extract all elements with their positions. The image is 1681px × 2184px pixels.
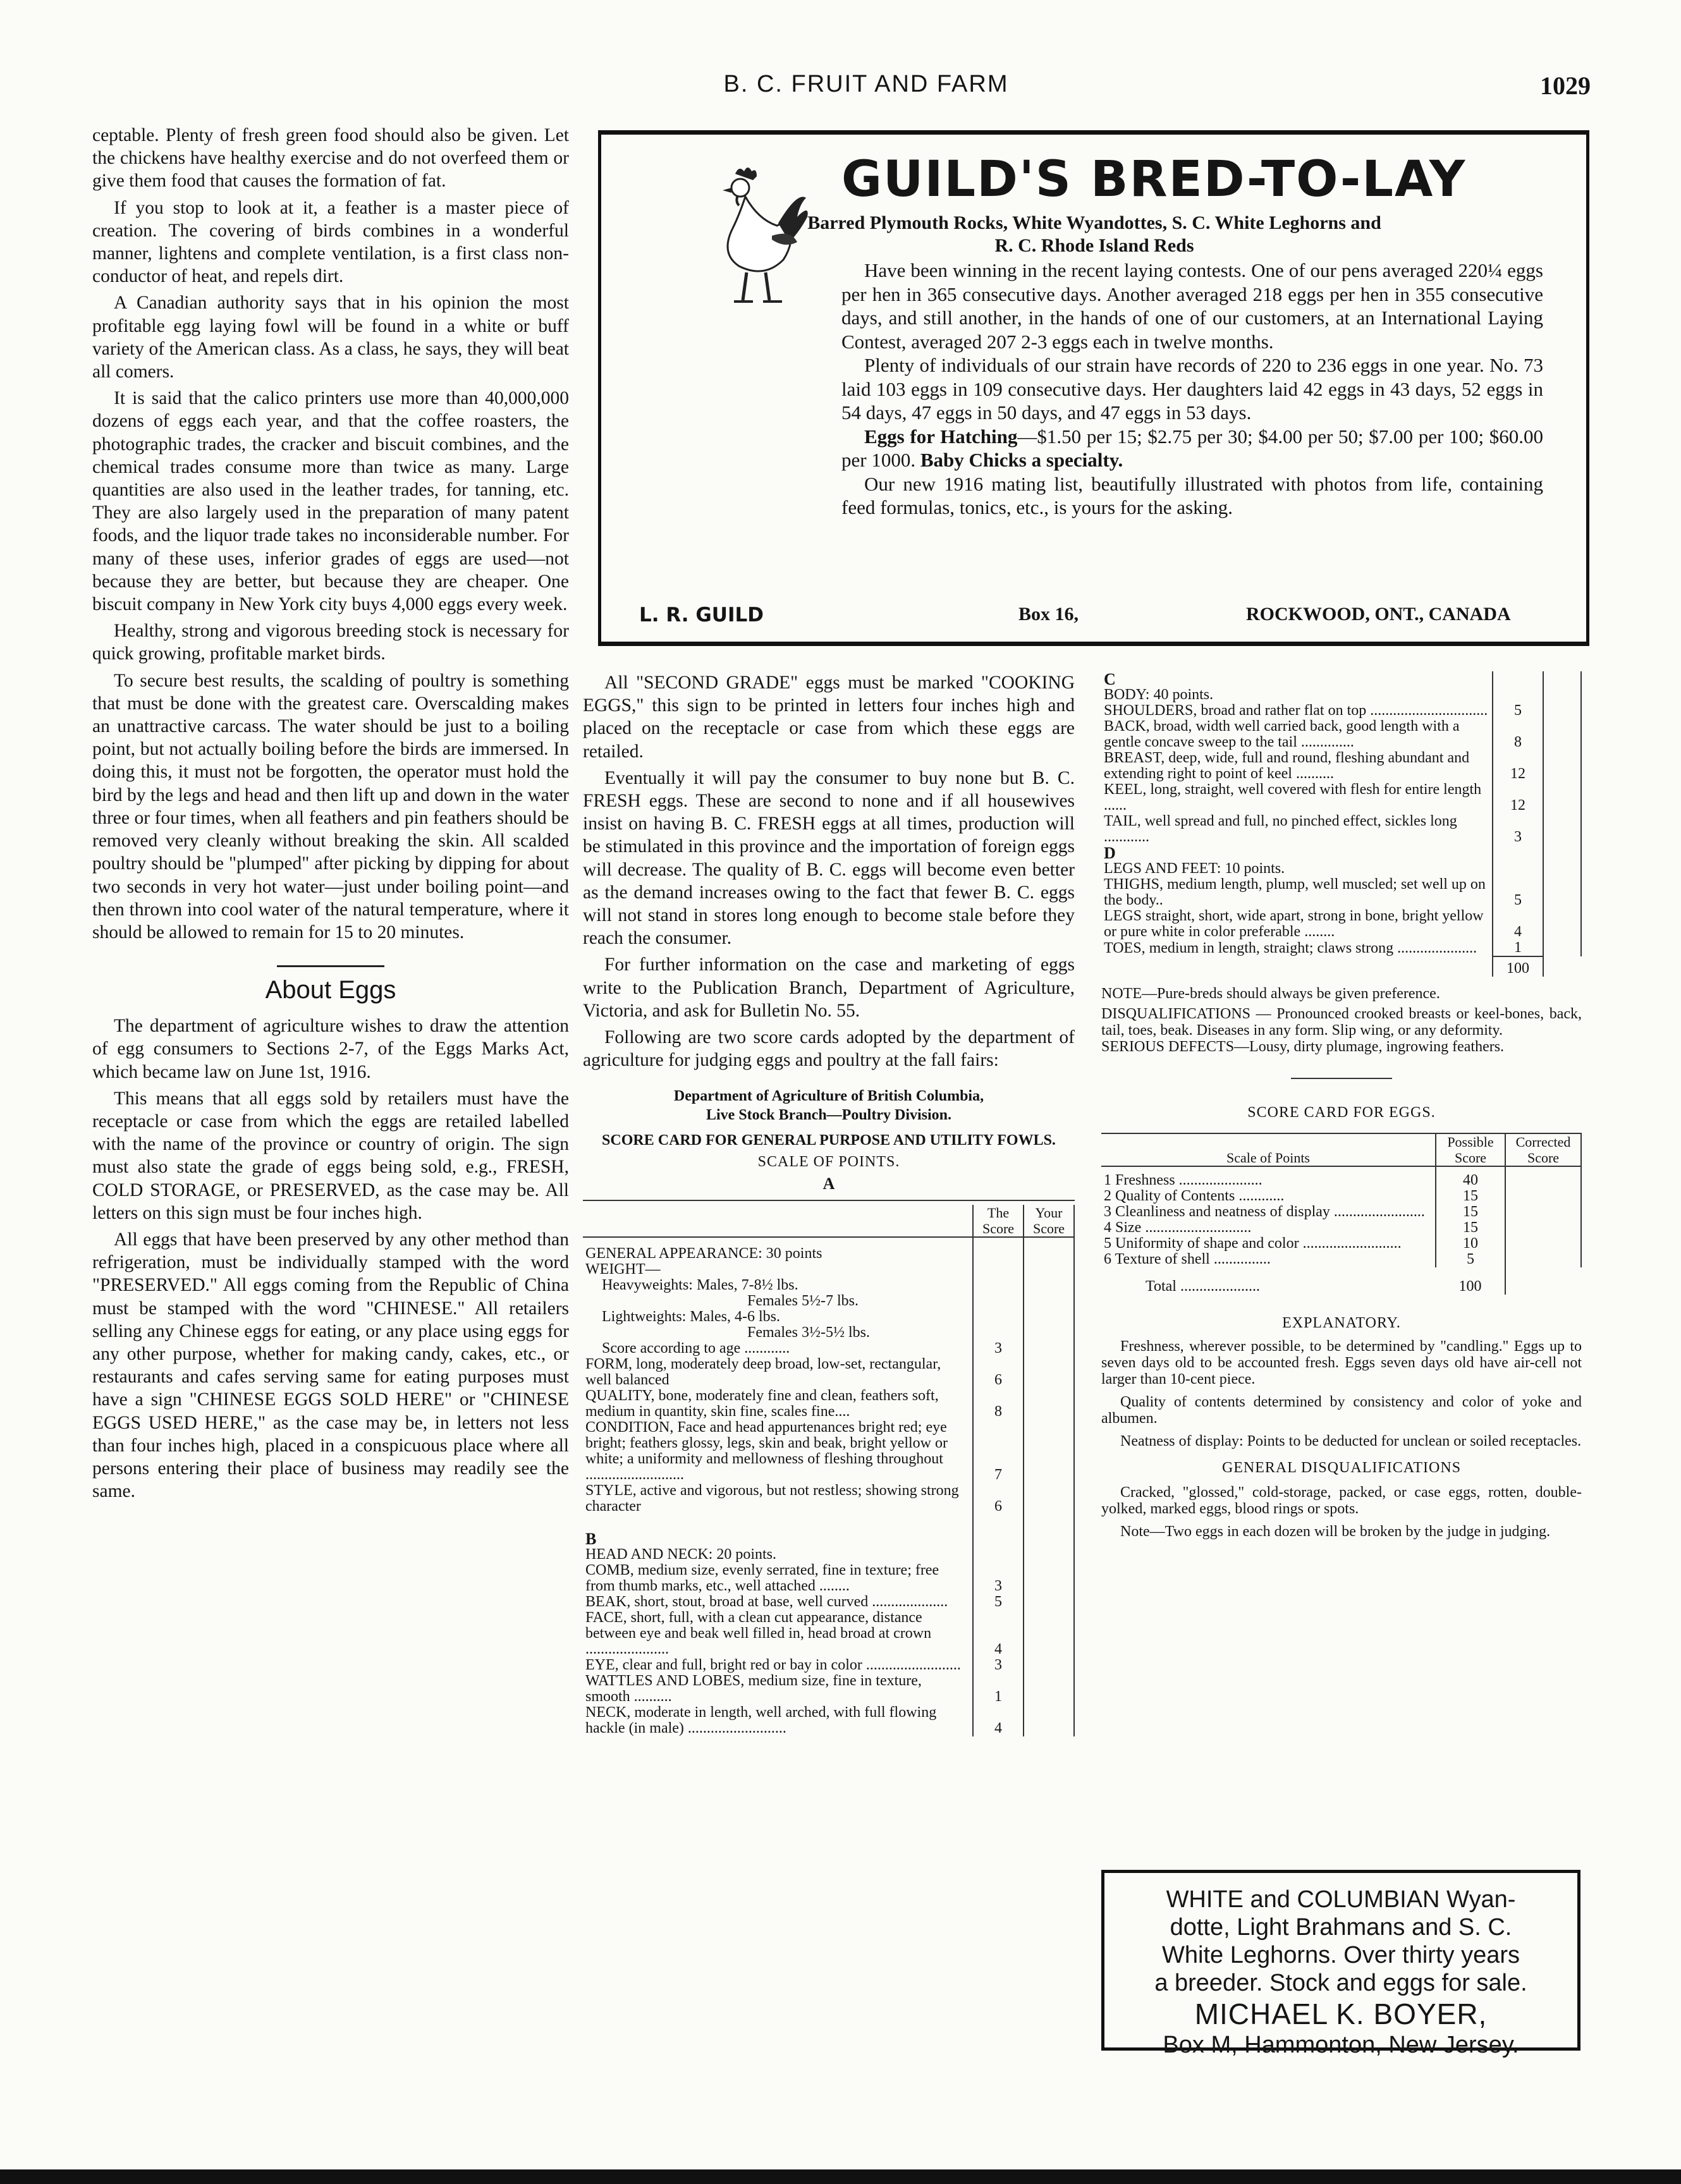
row-text: LEGS AND FEET: 10 points. — [1104, 860, 1285, 877]
row-points: 5 — [1493, 703, 1543, 719]
note-purebreds: NOTE—Pure-breds should always be given preference. — [1101, 985, 1440, 1002]
table-row — [583, 1705, 1074, 1736]
guild-place: ROCKWOOD, ONT., CANADA — [1246, 604, 1511, 625]
table-header-row — [583, 1205, 1074, 1237]
row-text: STYLE, active and vigorous, but not restless; showing strong character — [585, 1482, 959, 1515]
row-text: 2 Quality of Contents ............ — [1104, 1188, 1285, 1204]
section-letter-b: B — [585, 1530, 597, 1549]
row-points: 8 — [973, 1388, 1024, 1420]
row-text: Females 3½-5½ lbs. — [747, 1324, 870, 1341]
row-points: 4 — [973, 1610, 1024, 1657]
row-text: GENERAL APPEARANCE: 30 points — [585, 1245, 822, 1262]
section-letter-c: C — [1104, 670, 1116, 688]
score-card-table-a — [583, 1205, 1075, 1736]
total-points: 100 — [1493, 956, 1543, 977]
row-text: 1 Freshness ...................... — [1104, 1172, 1262, 1188]
table-row — [583, 1673, 1074, 1705]
paragraph — [841, 425, 1543, 472]
row-points: 6 — [973, 1357, 1024, 1388]
row-text: FORM, long, moderately deep broad, low-set, rectangular, well balanced — [585, 1356, 941, 1389]
paragraph: All "SECOND GRADE" eggs must be marked "COOKING EGGS," this sign to be printed in letters four inches high and placed on the receptacle or case from which these eggs are retailed. — [583, 673, 1075, 762]
section-letter-a: A — [822, 1174, 835, 1193]
row-text: FACE, short, full, with a clean cut appearance, distance between eye and beak well filled in, head broad at crown ...................... — [585, 1609, 932, 1658]
disqualifications: DISQUALIFICATIONS — Pronounced crooked breasts or keel-bones, back, tail, toes, beak. Diseases in any form. Slip wing, or any deformity. — [1101, 1006, 1582, 1039]
section-letter-d: D — [1104, 844, 1116, 862]
explanatory-heading: EXPLANATORY. — [1282, 1315, 1401, 1331]
score-card-table-cd — [1101, 671, 1582, 977]
row-text: KEEL, long, straight, well covered with flesh for entire length ...... — [1104, 781, 1482, 814]
row-points — [1493, 861, 1543, 877]
scale-of-points-title: SCALE OF POINTS. — [757, 1154, 900, 1171]
table-row — [1101, 1188, 1581, 1204]
boyer-line: White Leghorns. Over thirty years — [1162, 1942, 1520, 1968]
table-row — [583, 1246, 1074, 1262]
table-row — [583, 1594, 1074, 1610]
row-text: WEIGHT— — [585, 1261, 661, 1278]
paragraph: This means that all eggs sold by retailers must have the receptacle or case from which the eggs are retailed labelled with the name of the province or country of origin. The sign must also state the grade of eggs being sold, e.g., FRESH, COLD STORAGE, or PRESERVED, as the case may be. All letters on this sign must be four inches high. — [92, 1088, 569, 1223]
row-points — [973, 1278, 1024, 1293]
paragraph: For further information on the case and marketing of eggs write to the Publication Branch, Department of Agriculture, Victoria, and ask for Bulletin No. 55. — [583, 955, 1075, 1021]
paragraph: Plenty of individuals of our strain have records of 220 to 236 eggs in one year. No. 73 laid 103 eggs in 109 consecutive days. Her daughters laid 42 eggs in 43 days, 52 eggs in 54 days, 47 eggs in 50 days, and 47 eggs in 53 days. — [841, 354, 1543, 424]
boyer-advertisement — [1101, 1870, 1580, 2058]
paragraph: The department of agriculture wishes to draw the attention of egg consumers to Sections 2-7, of the Eggs Marks Act, which became law on June 1st, 1916. — [92, 1016, 569, 1082]
row-text: LEGS straight, short, wide apart, strong in bone, bright yellow or pure white in color preferable ........ — [1104, 908, 1484, 940]
paragraph: If you stop to look at it, a feather is a master piece of creation. The covering of birds combines in a wonderful manner, lightens and complete ventilation, is a first class non-conductor of heat, and repels dirt. — [92, 197, 569, 287]
table-top-rule — [583, 1200, 1075, 1201]
col-your-score: Your Score — [1024, 1205, 1074, 1237]
row-text: BREAST, deep, wide, full and round, fleshing abundant and extending right to point of keel .......... — [1104, 750, 1470, 782]
row-points: 4 — [1493, 908, 1543, 940]
serious-defects: SERIOUS DEFECTS—Lousy, dirty plumage, ingrowing feathers. — [1101, 1039, 1505, 1055]
paragraph: Following are two score cards adopted by the department of agriculture for judging eggs and poultry at the fall fairs: — [583, 1027, 1075, 1071]
table-row — [583, 1262, 1074, 1278]
row-points: 10 — [1436, 1236, 1505, 1252]
table-header-row — [1101, 1134, 1581, 1166]
table-row — [1101, 877, 1581, 908]
table-row — [583, 1278, 1074, 1293]
section-divider — [277, 965, 384, 967]
row-points: 15 — [1436, 1220, 1505, 1236]
row-points — [973, 1246, 1024, 1262]
row-text: Females 5½-7 lbs. — [747, 1293, 859, 1310]
table-row — [1101, 750, 1581, 782]
boyer-address: Box M, Hammonton, New Jersey. — [1163, 2032, 1519, 2058]
paragraph: Healthy, strong and vigorous breeding stock is necessary for quick growing, profitable market birds. — [92, 621, 569, 664]
row-text: Lightweights: Males, 4-6 lbs. — [602, 1309, 780, 1326]
general-note: Note—Two eggs in each dozen will be broken by the judge in judging. — [1120, 1523, 1551, 1540]
general-disqualifications-text: Cracked, "glossed," cold-storage, packed, or case eggs, rotten, double-yolked, marked eggs, blood rings or spots. — [1101, 1484, 1582, 1517]
egg-score-table — [1101, 1134, 1582, 1295]
table-row — [583, 1563, 1074, 1594]
row-points: 5 — [1436, 1252, 1505, 1267]
row-text: COMB, medium size, evenly serrated, fine in texture; free from thumb marks, etc., well attached ........ — [585, 1562, 939, 1595]
hatching-prices: —$1.50 per 15; $2.75 per 30; $4.00 per 50; $7.00 per 100; $60.00 per 1000. — [841, 425, 1543, 471]
table-row — [1101, 908, 1581, 940]
row-points — [973, 1325, 1024, 1341]
row-points: 7 — [973, 1420, 1024, 1483]
row-text: SHOULDERS, broad and rather flat on top ............................... — [1104, 702, 1488, 719]
table-row — [1101, 1236, 1581, 1252]
row-text: QUALITY, bone, moderately fine and clean, feathers soft, medium in quantity, skin fine, scales fine.... — [585, 1388, 939, 1420]
table-row — [583, 1341, 1074, 1357]
paragraph: A Canadian authority says that in his opinion the most profitable egg laying fowl will be found in a white or buff variety of the American class. As a class, he says, they will beat all comers. — [92, 293, 569, 382]
row-text: WATTLES AND LOBES, medium size, fine in texture, smooth .......... — [585, 1673, 922, 1705]
row-text: TAIL, well spread and full, no pinched effect, sickles long ............ — [1104, 813, 1457, 845]
row-text: 5 Uniformity of shape and color .......................... — [1104, 1235, 1402, 1252]
paragraph: To secure best results, the scalding of poultry is something that must be done with the greatest care. Overscalding makes an unattractive carcass. The water should be just to a boiling point, but not actually boiling before the birds are immersed. In doing this, it must not be forgotten, the operator must hold the bird by the legs and head and then lift up and down in the water three or four times, when all feathers and pin feathers should be removed very cleanly without breaking the skin. All scalded poultry should be "plumped" after picking by dipping for about two seconds in very hot water—just under boiling point—and then thrown into cool water of the natural temperature, where it should be allowed to remain for 15 to 20 minutes. — [92, 670, 569, 943]
column-right — [1101, 671, 1582, 1540]
boyer-line: a breeder. Stock and eggs for sale. — [1154, 1970, 1527, 1996]
table-row — [583, 1420, 1074, 1483]
col-scale-of-points: Scale of Points — [1101, 1134, 1436, 1166]
table-row — [1101, 1220, 1581, 1236]
row-points: 1 — [1493, 940, 1543, 956]
row-points — [973, 1547, 1024, 1563]
general-disqualifications-heading: GENERAL DISQUALIFICATIONS — [1221, 1460, 1462, 1476]
table-row — [583, 1309, 1074, 1325]
table-row — [583, 1610, 1074, 1657]
guild-name: L. R. GUILD — [639, 604, 764, 626]
guild-ad-subtitle: Barred Plymouth Rocks, White Wyandottes, S. C. White Leghorns and R. C. Rhode Island Reds — [807, 212, 1381, 256]
table-row — [583, 1357, 1074, 1388]
row-points: 3 — [1493, 814, 1543, 845]
paragraph: Our new 1916 mating list, beautifully illustrated with photos from life, containing feed formulas, tonics, etc., is yours for the asking. — [841, 472, 1543, 518]
explanatory-freshness: Freshness, wherever possible, to be determined by "candling." Eggs up to seven days old to be accounted fresh. Eggs seven days old have air-cell not larger than 10-cent piece. — [1101, 1338, 1582, 1388]
department-line-2: Live Stock Branch—Poultry Division. — [706, 1107, 952, 1124]
table-row — [583, 1388, 1074, 1420]
guild-ad-body — [841, 259, 1543, 520]
row-text: BACK, broad, width well carried back, good length with a gentle concave sweep to the tail .............. — [1104, 718, 1460, 750]
boyer-name: MICHAEL K. BOYER, — [1194, 1998, 1488, 2030]
row-points: 40 — [1436, 1173, 1505, 1188]
row-points: 4 — [973, 1705, 1024, 1736]
row-points: 8 — [1493, 719, 1543, 750]
table-row — [1101, 1252, 1581, 1267]
row-points: 5 — [973, 1594, 1024, 1610]
table-row — [583, 1325, 1074, 1341]
row-points — [973, 1293, 1024, 1309]
table-row — [1101, 940, 1581, 956]
column-left — [92, 124, 569, 1506]
row-text: 3 Cleanliness and neatness of display ........................ — [1104, 1204, 1425, 1220]
row-points: 12 — [1493, 750, 1543, 782]
row-text: TOES, medium in length, straight; claws strong ..................... — [1104, 940, 1477, 956]
guild-ad-title: GUILD'S BRED-TO-LAY — [841, 151, 1467, 208]
page-header-title: B. C. FRUIT AND FARM — [723, 71, 1009, 97]
score-card-title: SCORE CARD FOR GENERAL PURPOSE AND UTILITY FOWLS. — [602, 1132, 1056, 1149]
row-points: 6 — [973, 1483, 1024, 1515]
row-points: 3 — [973, 1657, 1024, 1673]
table-row — [1101, 719, 1581, 750]
row-points: 12 — [1493, 782, 1543, 814]
table-row — [583, 1483, 1074, 1515]
table-row — [1101, 703, 1581, 719]
boyer-line: WHITE and COLUMBIAN Wyan- — [1166, 1886, 1516, 1913]
row-points — [1493, 687, 1543, 703]
col-possible-score: Possible Score — [1436, 1134, 1505, 1166]
row-points: 3 — [973, 1341, 1024, 1357]
explanatory-quality: Quality of contents determined by consistency and color of yoke and albumen. — [1101, 1394, 1582, 1427]
explanatory-neatness: Neatness of display: Points to be deducted for unclean or soiled receptacles. — [1120, 1433, 1582, 1449]
column-middle — [583, 671, 1075, 1736]
rooster-illustration — [677, 160, 810, 312]
paragraph: ceptable. Plenty of fresh green food should also be given. Let the chickens have healthy exercise and do not overfeed them or give them food that causes the formation of fat. — [92, 125, 569, 192]
table-row — [583, 1293, 1074, 1309]
row-points: 1 — [973, 1673, 1024, 1705]
row-points — [973, 1309, 1024, 1325]
row-text: CONDITION, Face and head appurtenances bright red; eye bright; feathers glossy, legs, skin and beak, bright yellow or white; a uniformity and mellowness of fleshing throughout .......................... — [585, 1419, 948, 1484]
row-text: NECK, moderate in length, well arched, with full flowing hackle (in male) .......................... — [585, 1704, 937, 1737]
egg-card-title: SCORE CARD FOR EGGS. — [1247, 1104, 1436, 1121]
col-the-score: The Score — [973, 1205, 1024, 1237]
row-text: BEAK, short, stout, broad at base, well curved .................... — [585, 1594, 948, 1611]
total-value: 100 — [1458, 1278, 1482, 1295]
row-points — [973, 1262, 1024, 1278]
row-text: Score according to age ............ — [602, 1340, 790, 1357]
table-row — [583, 1657, 1074, 1673]
table-row — [1101, 687, 1581, 703]
row-points: 15 — [1436, 1204, 1505, 1220]
row-points: 5 — [1493, 877, 1543, 908]
total-label: Total ..................... — [1146, 1278, 1260, 1295]
row-text: EYE, clear and full, bright red or bay in color ......................... — [585, 1657, 961, 1674]
table-row — [1101, 782, 1581, 814]
table-row — [583, 1547, 1074, 1563]
row-text: BODY: 40 points. — [1104, 686, 1214, 703]
col-corrected-score: Corrected Score — [1505, 1134, 1581, 1166]
guild-box: Box 16, — [1018, 604, 1079, 625]
row-text: Heavyweights: Males, 7-8½ lbs. — [602, 1277, 798, 1294]
paragraph: Have been winning in the recent laying contests. One of our pens averaged 220¼ eggs per hen in 365 consecutive days. Another averaged 218 eggs per hen in 355 consecutive days, and still another, in the hands of one of our customers, at an International Laying Contest, averaged 207 2-3 eggs each in twelve months. — [841, 259, 1543, 353]
section-divider — [1291, 1078, 1392, 1079]
row-text: 6 Texture of shell ............... — [1104, 1251, 1271, 1267]
scan-bottom-edge — [0, 2169, 1681, 2184]
paragraph: It is said that the calico printers use more than 40,000,000 dozens of eggs each year, and that the coffee roasters, the photographic trades, the cracker and biscuit combines, and the chemical trades consume more than twice as many. Large quantities are also used in the leather trades, for tanning, etc. They are also largely used in the preparation of many patent foods, and the liquor trade takes no inconsiderable number. For many of these uses, inferior grades of eggs are used—not because they are better, but because they are cheaper. One biscuit company in New York city buys 4,000 eggs every week. — [92, 388, 569, 615]
paragraph: All eggs that have been preserved by any other method than refrigeration, must be individually stamped with the word "PRESERVED." All eggs coming from the Republic of China must be stamped with the word "CHINESE." All retailers selling any Chinese eggs for eating, or any place using eggs for any other purpose, whether for making candy, cakes, etc., or restaurants and cafes serving same for eating purposes must have a sign "CHINESE EGGS SOLD HERE" or "CHINESE EGGS USED HERE," as the case may be, in letters not less than four inches high, placed in a conspicuous place where all persons entering their place of business may readily see the same. — [92, 1229, 569, 1502]
department-line-1: Department of Agriculture of British Columbia, — [673, 1088, 984, 1105]
row-points: 15 — [1436, 1188, 1505, 1204]
row-text: HEAD AND NECK: 20 points. — [585, 1546, 777, 1563]
page-number: 1029 — [1540, 71, 1591, 100]
section-heading-about-eggs: About Eggs — [265, 976, 396, 1004]
row-points: 3 — [973, 1563, 1024, 1594]
paragraph: Eventually it will pay the consumer to buy none but B. C. FRESH eggs. These are second to none and if all housewives insist on having B. C. FRESH eggs at all times, production will be stimulated in this province and the importation of foreign eggs will decrease. The quality of B. C. eggs will become even better as the demand increases owing to the fact that fewer B. C. eggs will not stand in stores long enough to become stale before they reach the consumer. — [583, 767, 1075, 949]
table-row — [1101, 861, 1581, 877]
table-row — [1101, 1173, 1581, 1188]
table-row — [1101, 1204, 1581, 1220]
row-text: THIGHS, medium length, plump, well muscled; set well up on the body.. — [1104, 876, 1486, 908]
boyer-ad-text — [1104, 1886, 1577, 2059]
department-heading — [583, 1087, 1075, 1125]
baby-chicks-label: Baby Chicks a specialty. — [920, 449, 1123, 471]
table-row — [1101, 814, 1581, 845]
table-row — [1101, 1267, 1581, 1295]
boyer-line: dotte, Light Brahmans and S. C. — [1170, 1914, 1512, 1941]
row-text: 4 Size ............................ — [1104, 1219, 1252, 1236]
guild-advertisement — [598, 130, 1589, 646]
hatching-label: Eggs for Hatching — [864, 425, 1018, 448]
